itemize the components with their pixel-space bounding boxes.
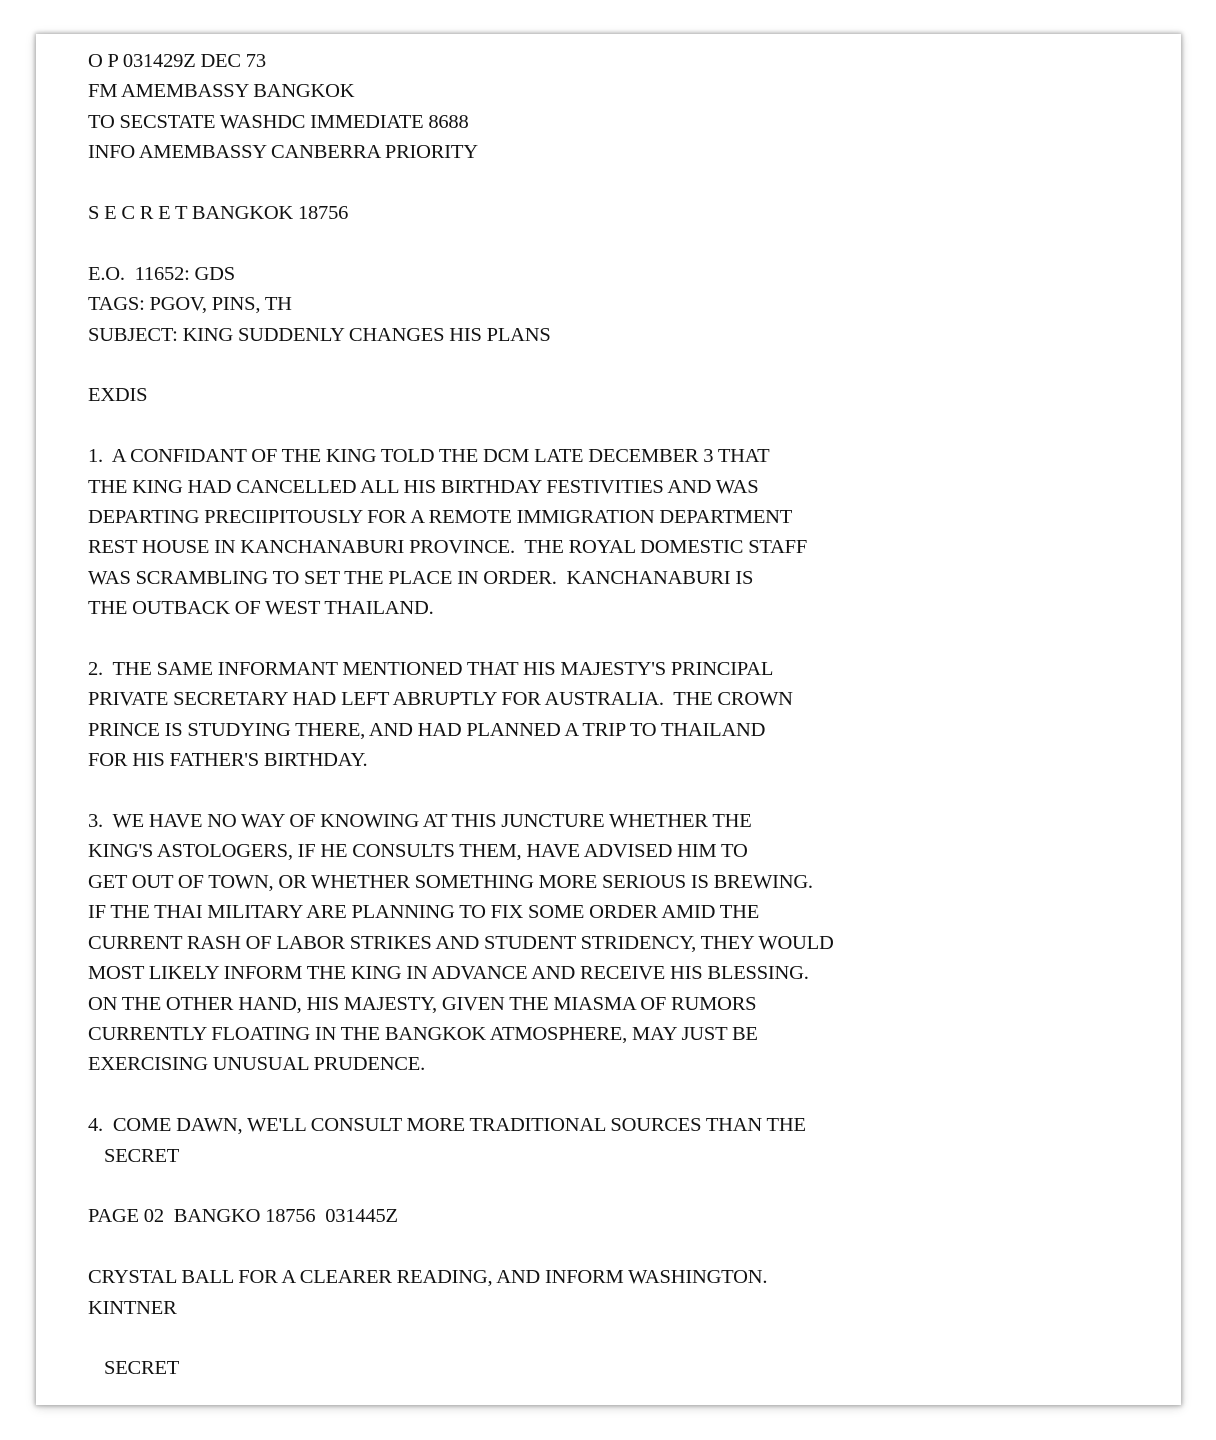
paragraph-line: PRINCE IS STUDYING THERE, AND HAD PLANNED A TRIP TO THAILAND [88,718,766,741]
paragraph-line: FOR HIS FATHER'S BIRTHDAY. [88,749,368,772]
paragraph-line: PRIVATE SECRETARY HAD LEFT ABRUPTLY FOR AUSTRALIA. THE CROWN [88,688,793,711]
spacer [88,350,1148,380]
page-footer-classification: SECRET [104,1144,180,1167]
spacer [88,1232,1148,1262]
header-to-line: TO SECSTATE WASHDC IMMEDIATE 8688 [88,110,469,133]
page-2-header: PAGE 02 BANGKO 18756 031445Z [88,1205,398,1228]
spacer [88,1323,1148,1353]
signature-line: KINTNER [88,1296,177,1319]
paragraph-line: 1. A CONFIDANT OF THE KING TOLD THE DCM LATE DECEMBER 3 THAT [88,445,770,468]
paragraph-line: MOST LIKELY INFORM THE KING IN ADVANCE AND RECEIVE HIS BLESSING. [88,962,809,985]
spacer [88,411,1148,441]
header-precedence-line: O P 031429Z DEC 73 [88,50,266,72]
paragraph-line: THE OUTBACK OF WEST THAILAND. [88,597,434,620]
spacer [88,624,1148,654]
paragraph-line: DEPARTING PRECIIPITOUSLY FOR A REMOTE IMMIGRATION DEPARTMENT [88,506,793,529]
paragraph-1 [88,441,1148,623]
paragraph-line: EXERCISING UNUSUAL PRUDENCE. [88,1053,426,1076]
spacer [88,168,1148,198]
spacer [88,776,1148,806]
subject-line: SUBJECT: KING SUDDENLY CHANGES HIS PLANS [88,323,551,346]
spacer [88,1171,1148,1201]
final-footer-classification: SECRET [104,1357,180,1380]
cable-text [88,46,1148,1384]
paragraph-line: THE KING HAD CANCELLED ALL HIS BIRTHDAY FESTIVITIES AND WAS [88,475,759,498]
paragraph-line: 4. COME DAWN, WE'LL CONSULT MORE TRADITIONAL SOURCES THAN THE [88,1114,806,1137]
paragraph-line: REST HOUSE IN KANCHANABURI PROVINCE. THE ROYAL DOMESTIC STAFF [88,536,808,559]
paragraph-2 [88,654,1148,776]
paragraph-line: CURRENT RASH OF LABOR STRIKES AND STUDENT STRIDENCY, THEY WOULD [88,931,834,954]
distribution-line: EXDIS [88,384,148,407]
paragraph-line: GET OUT OF TOWN, OR WHETHER SOMETHING MORE SERIOUS IS BREWING. [88,870,813,893]
header-info-line: INFO AMEMBASSY CANBERRA PRIORITY [88,141,478,164]
eo-line: E.O. 11652: GDS [88,262,235,285]
classification-line: S E C R E T BANGKOK 18756 [88,202,349,225]
spacer [88,1080,1148,1110]
paragraph-line: 2. THE SAME INFORMANT MENTIONED THAT HIS MAJESTY'S PRINCIPAL [88,658,774,681]
tags-line: TAGS: PGOV, PINS, TH [88,293,292,316]
paragraph-line: IF THE THAI MILITARY ARE PLANNING TO FIX SOME ORDER AMID THE [88,901,760,924]
header-from-line: FM AMEMBASSY BANGKOK [88,80,355,103]
paragraph-line: ON THE OTHER HAND, HIS MAJESTY, GIVEN THE MIASMA OF RUMORS [88,992,757,1015]
paragraph-4 [88,1110,1148,1171]
closing-line: CRYSTAL BALL FOR A CLEARER READING, AND INFORM WASHINGTON. [88,1266,768,1289]
paragraph-line: KING'S ASTOLOGERS, IF HE CONSULTS THEM, HAVE ADVISED HIM TO [88,840,748,863]
paragraph-line: 3. WE HAVE NO WAY OF KNOWING AT THIS JUNCTURE WHETHER THE [88,810,752,833]
paragraph-3 [88,806,1148,1080]
paragraph-line: CURRENTLY FLOATING IN THE BANGKOK ATMOSPHERE, MAY JUST BE [88,1022,758,1045]
paragraph-line: WAS SCRAMBLING TO SET THE PLACE IN ORDER. KANCHANABURI IS [88,566,754,589]
spacer [88,228,1148,258]
document-page [36,34,1181,1405]
